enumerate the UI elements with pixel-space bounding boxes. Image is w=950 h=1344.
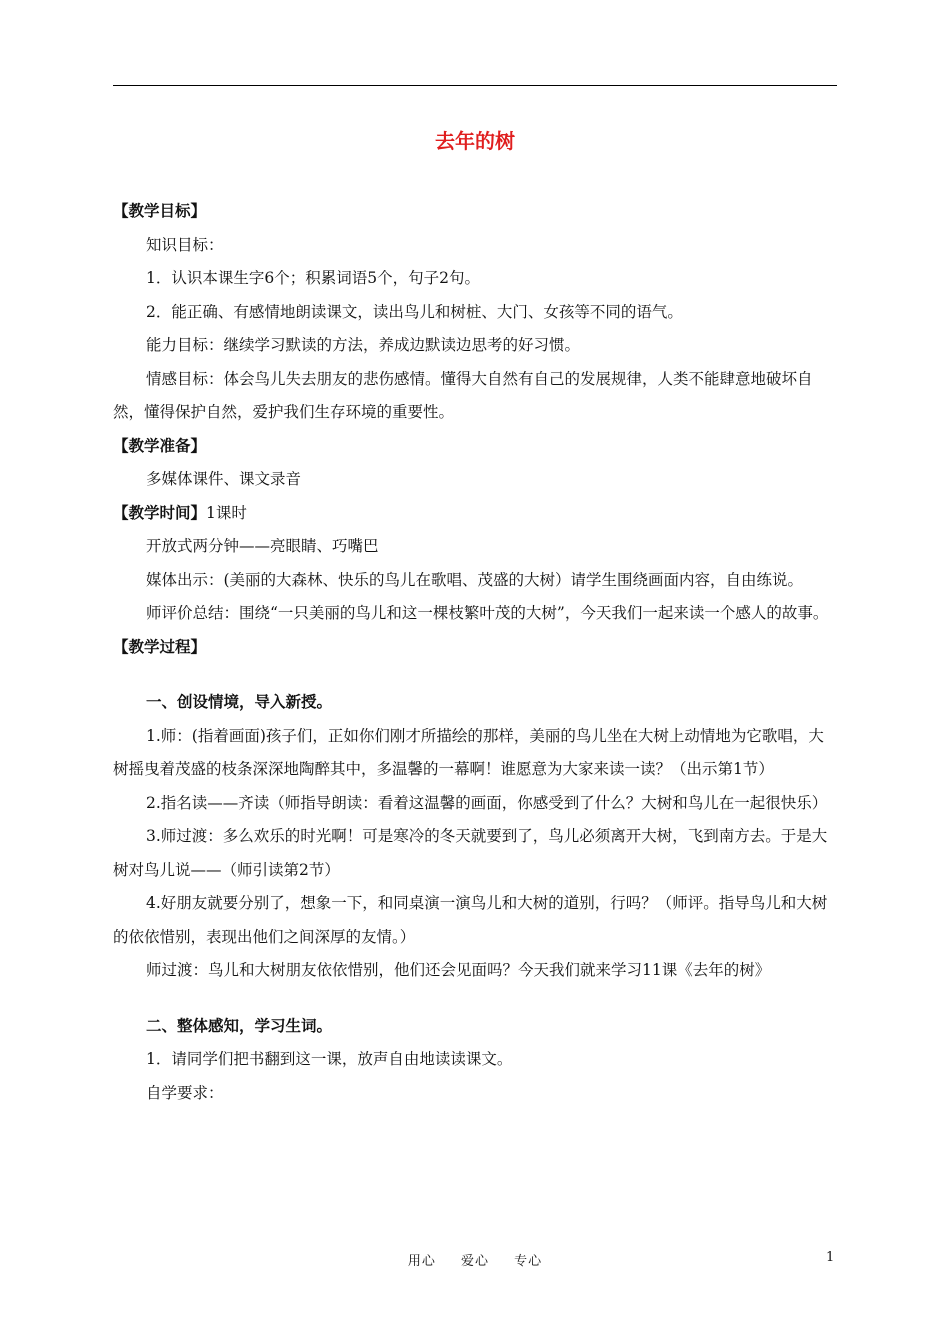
summary-text: 师评价总结：围绕“一只美丽的鸟儿和这一棵枝繁叶茂的大树”，今天我们一起来读一个感人的故事。 <box>146 604 829 622</box>
part1-paragraph-5: 师过渡：鸟儿和大树朋友依依惜别，他们还会见面吗？今天我们就来学习11课《去年的树》 <box>146 961 771 979</box>
objective-item-2: 2．能正确、有感情地朗读课文，读出鸟儿和树桩、大门、女孩等不同的语气。 <box>146 302 683 321</box>
footer-item: 爱心 <box>460 1254 489 1269</box>
time-value: 1课时 <box>206 503 247 522</box>
spacer <box>113 664 839 686</box>
knowledge-label: 知识目标： <box>146 235 224 254</box>
objective-item-1: 1．认识本课生字6个；积累词语5个，句子2句。 <box>146 269 480 287</box>
footer-item: 用心 <box>407 1254 436 1269</box>
objectives-heading: 【教学目标】 <box>113 202 207 220</box>
part2-paragraph-2: 自学要求： <box>146 1083 224 1102</box>
page-number: 1 <box>826 1250 835 1265</box>
header-rule <box>113 85 837 86</box>
part1-paragraph-3: 3.师过渡：多么欢乐的时光啊！可是寒冷的冬天就要到了，鸟儿必须离开大树，飞到南方去。于是大树对鸟儿说——（师引读第2节） <box>113 827 828 879</box>
footer-item: 专心 <box>514 1254 543 1269</box>
warmup-text: 开放式两分钟——亮眼睛、巧嘴巴 <box>146 537 379 555</box>
part1-paragraph-2: 2.指名读——齐读（师指导朗读：看着这温馨的画面，你感受到了什么？大树和鸟儿在一起很快乐） <box>146 793 828 812</box>
part1-paragraph-4: 4.好朋友就要分别了，想象一下，和同桌演一演鸟儿和大树的道别，行吗？（师评。指导鸟儿和大树的依依惜别，表现出他们之间深厚的友情。） <box>113 894 828 946</box>
emotion-objective: 情感目标：体会鸟儿失去朋友的悲伤感情。懂得大自然有自己的发展规律，人类不能肆意地破坏自然，懂得保护自然，爱护我们生存环境的重要性。 <box>113 369 813 421</box>
media-text: 媒体出示：(美丽的大森林、快乐的鸟儿在歌唱、茂盛的大树）请学生围绕画面内容，自由练说。 <box>146 570 804 589</box>
spacer <box>113 988 839 1010</box>
part2-heading: 二、整体感知，学习生词。 <box>146 1016 333 1035</box>
part1-paragraph-1: 1.师：(指着画面)孩子们，正如你们刚才所描绘的那样，美丽的鸟儿坐在大树上动情地为它歌唱，大树摇曳着茂盛的枝条深深地陶醉其中，多温馨的一幕啊！谁愿意为大家来读一读？（出示第1节） <box>113 726 824 778</box>
ability-objective: 能力目标：继续学习默读的方法，养成边默读边思考的好习惯。 <box>146 336 581 354</box>
process-heading: 【教学过程】 <box>113 637 207 656</box>
document-body <box>113 195 839 1110</box>
time-heading: 【教学时间】 <box>113 503 207 522</box>
time-line <box>113 497 839 531</box>
part1-heading: 一、创设情境，导入新授。 <box>146 693 333 711</box>
page-title: 去年的树 <box>435 129 515 153</box>
preparation-text: 多媒体课件、课文录音 <box>146 470 302 488</box>
part2-paragraph-1: 1．请同学们把书翻到这一课，放声自由地读读课文。 <box>146 1050 513 1068</box>
preparation-heading: 【教学准备】 <box>113 436 207 455</box>
page-footer <box>0 1250 950 1269</box>
